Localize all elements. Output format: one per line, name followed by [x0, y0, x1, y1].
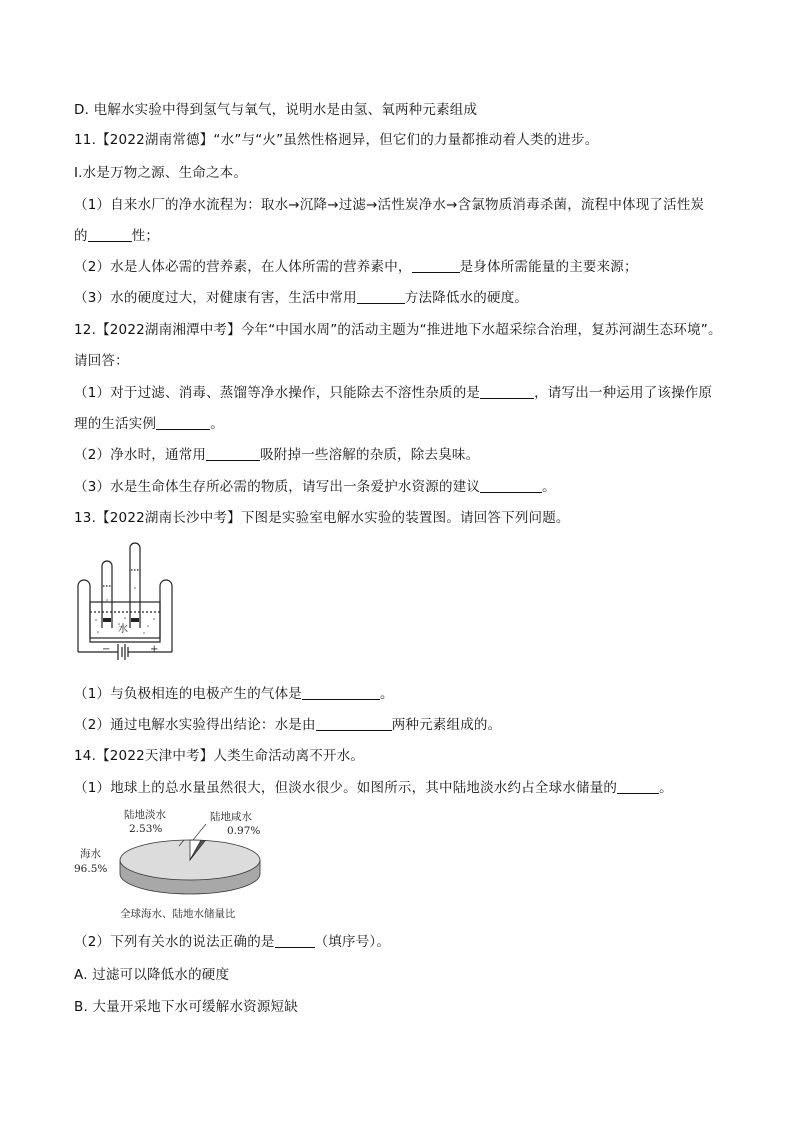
anode-electrode — [131, 618, 139, 622]
answer-blank[interactable] — [412, 258, 460, 273]
q12-part2: （2）净水时，通常用 吸附掉一些溶解的杂质，除去臭味。 — [74, 447, 480, 463]
q12-part1: （1）对于过滤、消毒、蒸馏等净水操作，只能除去不溶性杂质的是 ，请写出一种运用了该操作原 — [74, 385, 713, 401]
answer-blank[interactable] — [88, 227, 132, 242]
pie-value-sea: 96.5% — [74, 863, 108, 875]
q14-part1: （1）地球上的总水量虽然很大，但淡水很少。如图所示，其中陆地淡水约占全球水储量的 。 — [74, 780, 673, 796]
q11-part2: （2）水是人体必需的营养素，在人体所需的营养素中， 是身体所需能量的主要来源； — [74, 259, 638, 275]
minus-sign: − — [102, 644, 111, 655]
answer-blank[interactable] — [357, 289, 405, 304]
water-reserves-pie-figure — [72, 800, 292, 926]
pie-label-sea: 海水 — [80, 848, 101, 860]
option-b: B. 大量开采地下水可缓解水资源短缺 — [74, 999, 298, 1015]
answer-blank[interactable] — [480, 478, 542, 493]
pie-label-salt: 陆地咸水 — [210, 811, 252, 823]
q14-stem: 14.【2022天津中考】人类生命活动离不开水。 — [74, 748, 365, 764]
option-a: A. 过滤可以降低水的硬度 — [74, 967, 230, 983]
q12-part3: （3）水是生命体生存所必需的物质，请写出一条爱护水资源的建议 。 — [74, 479, 556, 495]
pie-label-fresh: 陆地淡水 — [124, 809, 166, 821]
answer-blank[interactable] — [316, 716, 392, 731]
answer-blank[interactable] — [206, 446, 260, 461]
pie-caption: 全球海水、陆地水储量比 — [120, 908, 236, 920]
water-label: 水 — [118, 624, 128, 635]
cathode-electrode — [103, 618, 111, 622]
answer-blank[interactable] — [275, 933, 315, 948]
q11-stem: 11.【2022湖南常德】“水”与“火”虽然性格迥异，但它们的力量都推动着人类的进步。 — [74, 132, 599, 148]
q12-stem: 12.【2022湖南湘潭中考】今年“中国水周”的活动主题为“推进地下水超采综合治理，复苏河湖生态环境”。 — [74, 322, 722, 338]
plus-sign: + — [150, 644, 159, 655]
q13-part2: （2）通过电解水实验得出结论：水是由 两种元素组成的。 — [74, 717, 502, 733]
answer-blank[interactable] — [617, 779, 659, 794]
option-d: D. 电解水实验中得到氢气与氧气，说明水是由氢、氧两种元素组成 — [74, 102, 478, 118]
pie-value-fresh: 2.53% — [129, 823, 163, 835]
q13-stem: 13.【2022湖南长沙中考】下图是实验室电解水实验的装置图。请回答下列问题。 — [74, 510, 570, 526]
q11-part3: （3）水的硬度过大，对健康有害，生活中常用 方法降低水的硬度。 — [74, 290, 529, 306]
answer-blank[interactable] — [302, 685, 380, 700]
answer-blank[interactable] — [480, 384, 534, 399]
electrolysis-apparatus-figure — [72, 540, 182, 668]
q14-part2: （2）下列有关水的说法正确的是 （填序号）。 — [74, 934, 391, 950]
q11-section-i: Ⅰ.水是万物之源、生命之本。 — [74, 165, 248, 181]
q12-part1-cont: 理的生活实例 。 — [74, 416, 224, 432]
q11-part1: （1）自来水厂的净水流程为：取水→沉降→过滤→活性炭净水→含氯物质消毒杀菌，流程中体现了活性炭 — [74, 197, 705, 213]
q13-part1: （1）与负极相连的电极产生的气体是 。 — [74, 686, 394, 702]
q11-part1-cont: 的 性； — [74, 228, 160, 244]
q12-prompt: 请回答： — [74, 353, 129, 369]
answer-blank[interactable] — [156, 415, 210, 430]
pie-value-salt: 0.97% — [227, 825, 261, 837]
